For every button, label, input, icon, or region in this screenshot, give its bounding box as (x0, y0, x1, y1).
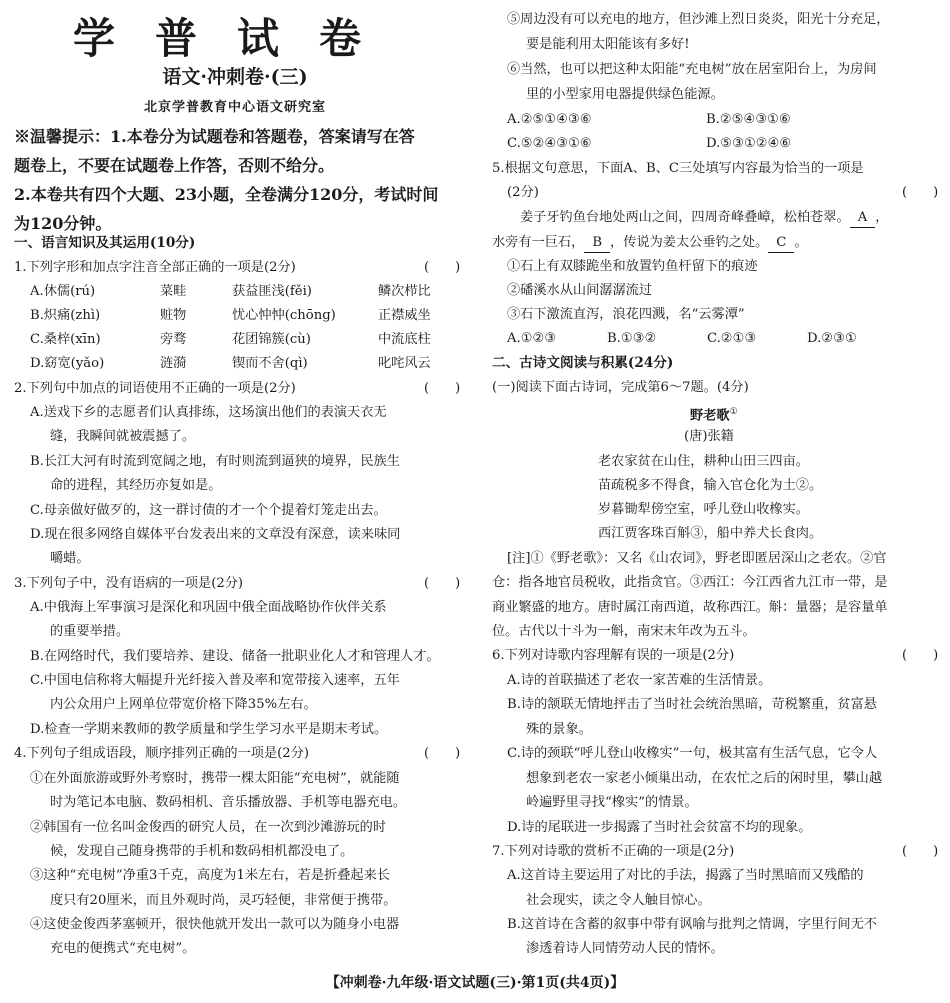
question-5-score: (2分) (507, 185, 539, 200)
q4-option-a: A.②⑤①④③⑥ (507, 112, 592, 127)
q7-option-b-cont: 渗透着诗人同情劳动人民的情怀。 (526, 941, 724, 956)
poem-note-3: 商业繁盛的地方。唐时属江南西道，故称西江。斛：量器；是容量单 (492, 600, 888, 615)
q4-sentence-2-cont: 候，发现自己随身携带的手机和数码相机都没电了。 (50, 844, 354, 859)
poem-title-mark: ① (729, 407, 738, 417)
exam-title: 学普试卷 (72, 14, 401, 63)
q3-option-d: D.检查一学期来教师的教学质量和学生学习水平是期末考试。 (30, 722, 388, 737)
q4-option-d: D.⑤③①②④⑥ (706, 136, 792, 151)
q1-option-b-1: B.炽痛(zhì) (30, 308, 101, 323)
q2-option-c: C.母亲做好做歹的，这一群讨债的才一个个提着灯笼走出去。 (30, 503, 387, 518)
q5-option-d: D.②③① (807, 331, 857, 346)
answer-paren: ( ) (424, 746, 461, 761)
q6-option-c-cont-2: 岭遍野里寻找“橡实”的情景。 (526, 795, 698, 810)
q3-option-c-cont: 内公众用户上网单位带宽价格下降35%左右。 (50, 697, 317, 712)
exam-notice (14, 122, 464, 238)
q1-option-a-1: A.休儒(rú) (30, 284, 96, 299)
question-5-stem: 5.根据文句意思，下面A、B、C三处填写内容最为恰当的一项是 (492, 161, 864, 176)
q5-blank-b: B (584, 234, 610, 253)
q2-option-a-cont: 缝，我瞬间就被震撼了。 (50, 429, 196, 444)
q4-sentence-6: ⑥当然，也可以把这种太阳能“充电树”放在居室阳台上，为房间 (507, 62, 877, 77)
question-1-stem: 1.下列字形和加点字注音全部正确的一项是(2分) (14, 260, 296, 275)
q5-text: 姜子牙钓鱼台地处两山之间，四周奇峰叠嶂，松柏苍翠。 (520, 210, 850, 225)
q1-option-d-1: D.窈宽(yǎo) (30, 356, 105, 371)
q2-option-b-cont: 命的进程，其经历亦复如是。 (50, 478, 222, 493)
answer-paren: ( ) (902, 648, 939, 663)
q4-sentence-2: ②韩国有一位名叫金俊西的研究人员，在一次到沙滩游玩的时 (30, 820, 387, 835)
poem-title-text: 野老歌 (690, 408, 730, 424)
part-1-instruction: (一)阅读下面古诗词，完成第6～7题。(4分) (492, 380, 749, 395)
q2-option-d: D.现在很多网络自媒体平台发表出来的文章没有深意，读来味同 (30, 527, 401, 542)
poem-line-3: 岁暮锄犁傍空室，呼儿登山收橡实。 (598, 502, 809, 517)
q4-sentence-3: ③这种“充电树”净重3千克，高度为1米左右，若是折叠起来长 (30, 868, 390, 883)
q5-text: 。 (794, 235, 808, 250)
q6-option-b: B.诗的颔联无情地抨击了当时社会统治黑暗，苛税繁重，贫富悬 (507, 697, 877, 712)
answer-paren: ( ) (902, 844, 939, 859)
q6-option-a: A.诗的首联描述了老农一家苦难的生活情景。 (507, 673, 772, 688)
q2-option-d-cont: 嚼蜡。 (50, 551, 90, 566)
q1-option-a-3: 获益匪浅(fěi) (232, 284, 312, 299)
q5-passage-line-2 (492, 231, 808, 255)
poem-author: (唐)张籍 (684, 429, 734, 444)
q1-option-d-4: 叱咤风云 (378, 356, 431, 371)
notice-line: 为120分钟。 (14, 214, 112, 233)
poem-note-4: 位。古代以十斗为一斛，南宋末年改为五斗。 (492, 624, 756, 639)
q5-text: ，传说为姜太公垂钓之处。 (610, 235, 769, 250)
q5-blank-a: A (850, 209, 876, 228)
q5-item-1: ①石上有双膝跪坐和放置钓鱼杆留下的痕迹 (507, 259, 758, 274)
poem-line-2: 苗疏税多不得食，输入官仓化为土②。 (598, 478, 823, 493)
q1-option-b-2: 赃物 (160, 308, 187, 323)
q1-option-d-2: 涟漪 (160, 356, 187, 371)
poem-note-1: [注]①《野老歌》：又名《山农词》，野老即匿居深山之老农。②官 (507, 551, 887, 566)
question-7-stem: 7.下列对诗歌的赏析不正确的一项是(2分) (492, 844, 735, 859)
q4-option-c: C.⑤②④③①⑥ (507, 136, 592, 151)
q1-option-b-3: 忧心忡忡(chōng) (232, 308, 336, 323)
q6-option-d: D.诗的尾联进一步揭露了当时社会贫富不均的现象。 (507, 820, 812, 835)
q1-option-c-1: C.桑梓(xīn) (30, 332, 101, 347)
exam-organization: 北京学普教育中心语文研究室 (143, 100, 326, 115)
q1-option-a-2: 菜畦 (160, 284, 187, 299)
page-footer: 【冲刺卷·九年级·语文试题(三)·第1页(共4页)】 (325, 975, 625, 991)
q5-text: 水旁有一巨石， (492, 235, 585, 250)
q3-option-a: A.中俄海上军事演习是深化和巩固中俄全面战略协作伙伴关系 (30, 600, 387, 615)
q5-item-2: ②磻溪水从山间潺潺流过 (507, 283, 653, 298)
q3-option-c: C.中国电信称将大幅提升光纤接入普及率和宽带接入速率，五年 (30, 673, 400, 688)
q4-sentence-1: ①在外面旅游或野外考察时，携带一棵太阳能“充电树”，就能随 (30, 771, 400, 786)
q4-sentence-4: ④这使金俊西茅塞顿开，很快他就开发出一款可以为随身小电器 (30, 917, 400, 932)
q5-option-b: B.①③② (607, 331, 657, 346)
poem-line-1: 老农家贫在山住，耕种山田三四亩。 (598, 454, 809, 469)
q2-option-b: B.长江大河有时流到宽阔之地，有时则流到逼狭的境界，民族生 (30, 454, 400, 469)
notice-line: 题卷上，不要在试题卷上作答，否则不给分。 (14, 156, 335, 175)
q1-option-d-3: 锲而不舍(qì) (232, 356, 308, 371)
q1-option-c-4: 中流底柱 (378, 332, 431, 347)
answer-paren: ( ) (424, 260, 461, 275)
section-1-title: 一、语言知识及其运用(10分) (14, 235, 196, 251)
q2-option-a: A.送戏下乡的志愿者们认真排练，这场演出他们的表演天衣无 (30, 405, 387, 420)
q4-option-b: B.②⑤④③①⑥ (706, 112, 791, 127)
q4-sentence-1-cont: 时为笔记本电脑、数码相机、音乐播放器、手机等电器充电。 (50, 795, 407, 810)
q4-sentence-3-cont: 度只有20厘米，而且外观时尚，灵巧轻便，非常便于携带。 (50, 893, 397, 908)
q3-option-a-cont: 的重要举措。 (50, 624, 130, 639)
answer-paren: ( ) (424, 576, 461, 591)
question-2-stem: 2.下列句中加点的词语使用不正确的一项是(2分) (14, 381, 296, 396)
notice-line: ※温馨提示：1.本卷分为试题卷和答题卷，答案请写在答 (14, 127, 415, 146)
q7-option-b: B.这首诗在含蓄的叙事中带有讽喻与批判之情调，字里行间无不 (507, 917, 877, 932)
poem-note-2: 仓：指各地官员税收，此指贪官。③西江：今江西省九江市一带，是 (492, 575, 888, 590)
q4-sentence-5: ⑤周边没有可以充电的地方，但沙滩上烈日炎炎，阳光十分充足， (507, 12, 890, 27)
question-6-stem: 6.下列对诗歌内容理解有误的一项是(2分) (492, 648, 735, 663)
q5-option-a: A.①②③ (507, 331, 557, 346)
section-2-title: 二、古诗文阅读与积累(24分) (492, 355, 674, 371)
q5-blank-c: C (768, 234, 794, 253)
q1-option-b-4: 正襟威坐 (378, 308, 431, 323)
q4-sentence-5-cont: 要是能利用太阳能该有多好! (526, 37, 690, 52)
exam-subtitle: 语文·冲刺卷·(三) (162, 66, 308, 88)
q3-option-b: B.在网络时代，我们要培养、建设、储备一批职业化人才和管理人才。 (30, 649, 440, 664)
question-3-stem: 3.下列句子中，没有语病的一项是(2分) (14, 576, 244, 591)
q1-option-c-3: 花团锦簇(cù) (232, 332, 311, 347)
notice-line: 2.本卷共有四个大题、23小题，全卷满分120分，考试时间 (14, 185, 439, 204)
q6-option-c: C.诗的颈联“呼儿登山收橡实”一句，极其富有生活气息，它令人 (507, 746, 878, 761)
q5-option-c: C.②①③ (707, 331, 757, 346)
q5-passage-line-1: 姜子牙钓鱼台地处两山之间，四周奇峰叠嶂，松柏苍翠。 A ， (520, 206, 888, 230)
answer-paren: ( ) (902, 185, 939, 200)
q4-sentence-4-cont: 充电的便携式“充电树”。 (50, 941, 196, 956)
q4-sentence-6-cont: 里的小型家用电器提供绿色能源。 (526, 87, 724, 102)
q7-option-a-cont: 社会现实，读之令人触目惊心。 (526, 893, 711, 908)
question-4-stem: 4.下列句子组成语段，顺序排列正确的一项是(2分) (14, 746, 310, 761)
poem-line-4: 西江贾客珠百斛③，船中养犬长食肉。 (598, 526, 823, 541)
q7-option-a: A.这首诗主要运用了对比的手法，揭露了当时黑暗而又残酷的 (507, 868, 864, 883)
q1-option-c-2: 旁骛 (160, 332, 187, 347)
q5-item-3: ③石下激流直泻，浪花四溅，名“云雾潭” (507, 307, 745, 322)
q6-option-c-cont-1: 想象到老农一家老小倾巢出动，在农忙之后的闲时里，攀山越 (526, 771, 883, 786)
q6-option-b-cont: 殊的景象。 (526, 722, 592, 737)
answer-paren: ( ) (424, 381, 461, 396)
q1-option-a-4: 鳞次栉比 (378, 284, 431, 299)
